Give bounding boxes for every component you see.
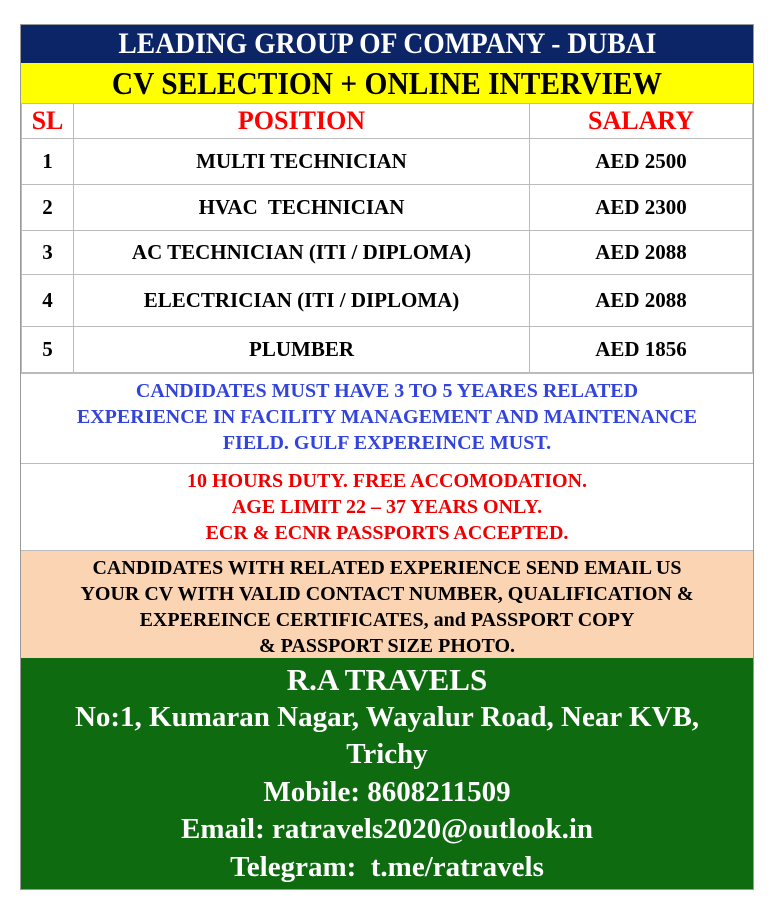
sl: 1: [22, 139, 74, 185]
sl: 3: [22, 231, 74, 275]
position: PLUMBER: [74, 327, 530, 373]
conditions-line: AGE LIMIT 22 – 37 YEARS ONLY.: [231, 496, 543, 518]
salary: AED 1856: [530, 327, 753, 373]
sl: 4: [22, 275, 74, 327]
requirements-block: [21, 373, 753, 463]
sl: 5: [22, 327, 74, 373]
requirements-line: EXPERIENCE IN FACILITY MANAGEMENT AND MAINTENANCE: [76, 406, 698, 428]
address-line: No:1, Kumaran Nagar, Wayalur Road, Near KVB,: [74, 700, 700, 733]
position: ELECTRICIAN (ITI / DIPLOMA): [74, 275, 530, 327]
poster-title: [21, 25, 753, 63]
apply-instructions: [21, 550, 753, 658]
contact-block: [21, 658, 753, 889]
poster-subtitle: [21, 63, 753, 103]
table-row: [22, 231, 753, 275]
apply-line: EXPEREINCE CERTIFICATES, and PASSPORT COPY: [139, 609, 635, 631]
col-sl: SL: [22, 104, 74, 139]
subtitle-text: CV SELECTION + ONLINE INTERVIEW: [111, 65, 663, 101]
conditions-block: [21, 463, 753, 550]
salary: AED 2088: [530, 231, 753, 275]
col-salary: SALARY: [530, 104, 753, 139]
conditions-line: 10 HOURS DUTY. FREE ACCOMODATION.: [186, 470, 588, 492]
apply-line: YOUR CV WITH VALID CONTACT NUMBER, QUALIFICATION &: [80, 583, 694, 605]
address-city: Trichy: [346, 738, 428, 770]
mobile-number: Mobile: 8608211509: [263, 775, 511, 808]
table-row: [22, 185, 753, 231]
job-poster: [20, 24, 754, 890]
position: MULTI TECHNICIAN: [74, 139, 530, 185]
agency-name: R.A TRAVELS: [286, 662, 488, 697]
apply-line: & PASSPORT SIZE PHOTO.: [258, 635, 516, 657]
title-text: LEADING GROUP OF COMPANY - DUBAI: [118, 27, 656, 60]
position: AC TECHNICIAN (ITI / DIPLOMA): [74, 231, 530, 275]
table-row: [22, 139, 753, 185]
salary: AED 2088: [530, 275, 753, 327]
salary: AED 2500: [530, 139, 753, 185]
position: HVAC TECHNICIAN: [74, 185, 530, 231]
table-row: [22, 275, 753, 327]
email-address: Email: ratravels2020@outlook.in: [180, 813, 594, 845]
table-row: [22, 327, 753, 373]
table-header: [22, 104, 753, 139]
requirements-line: CANDIDATES MUST HAVE 3 TO 5 YEARES RELATED: [135, 380, 639, 402]
sl: 2: [22, 185, 74, 231]
conditions-line: ECR & ECNR PASSPORTS ACCEPTED.: [205, 522, 569, 544]
positions-table: [21, 103, 753, 373]
salary: AED 2300: [530, 185, 753, 231]
col-position: POSITION: [74, 104, 530, 139]
telegram-link: Telegram: t.me/ratravels: [230, 850, 544, 883]
apply-line: CANDIDATES WITH RELATED EXPERIENCE SEND EMAIL US: [92, 557, 682, 579]
requirements-line: FIELD. GULF EXPEREINCE MUST.: [222, 432, 552, 454]
